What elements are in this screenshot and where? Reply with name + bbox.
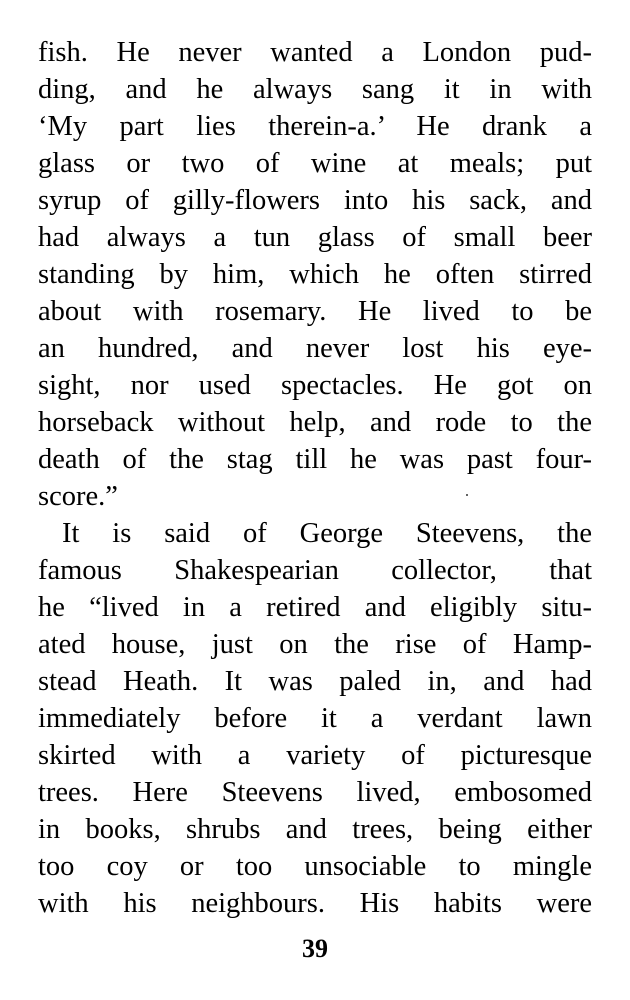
text-line: about with rosemary. He lived to be bbox=[38, 296, 592, 327]
text-line: ding, and he always sang it in with bbox=[38, 74, 592, 105]
text-line: an hundred, and never lost his eye- bbox=[38, 333, 592, 364]
paragraph-start-line: It is said of George Steevens, the bbox=[62, 518, 592, 549]
text-line: standing by him, which he often stirred bbox=[38, 259, 592, 290]
text-line: fish. He never wanted a London pud- bbox=[38, 37, 592, 68]
text-line: immediately before it a verdant lawn bbox=[38, 703, 592, 734]
body-text bbox=[38, 34, 592, 922]
text-line: syrup of gilly-flowers into his sack, and bbox=[38, 185, 592, 216]
text-line: he “lived in a retired and eligibly situ- bbox=[38, 592, 592, 623]
text-line: with his neighbours. His habits were bbox=[38, 888, 592, 919]
text-line: ‘My part lies therein-a.’ He drank a bbox=[38, 111, 592, 142]
text-line: horseback without help, and rode to the bbox=[38, 407, 592, 438]
page-number: 39 bbox=[302, 934, 328, 963]
text-line: trees. Here Steevens lived, embosomed bbox=[38, 777, 592, 808]
text-line: skirted with a variety of picturesque bbox=[38, 740, 592, 771]
text-line: famous Shakespearian collector, that bbox=[38, 555, 592, 586]
text-line: too coy or too unsociable to mingle bbox=[38, 851, 592, 882]
text-line: glass or two of wine at meals; put bbox=[38, 148, 592, 179]
print-speck bbox=[466, 494, 468, 496]
paragraph-end-line: score.” bbox=[38, 481, 118, 512]
text-line: had always a tun glass of small beer bbox=[38, 222, 592, 253]
text-line: stead Heath. It was paled in, and had bbox=[38, 666, 592, 697]
text-line: in books, shrubs and trees, being either bbox=[38, 814, 592, 845]
text-line: death of the stag till he was past four- bbox=[38, 444, 592, 475]
text-line: ated house, just on the rise of Hamp- bbox=[38, 629, 592, 660]
text-line: sight, nor used spectacles. He got on bbox=[38, 370, 592, 401]
